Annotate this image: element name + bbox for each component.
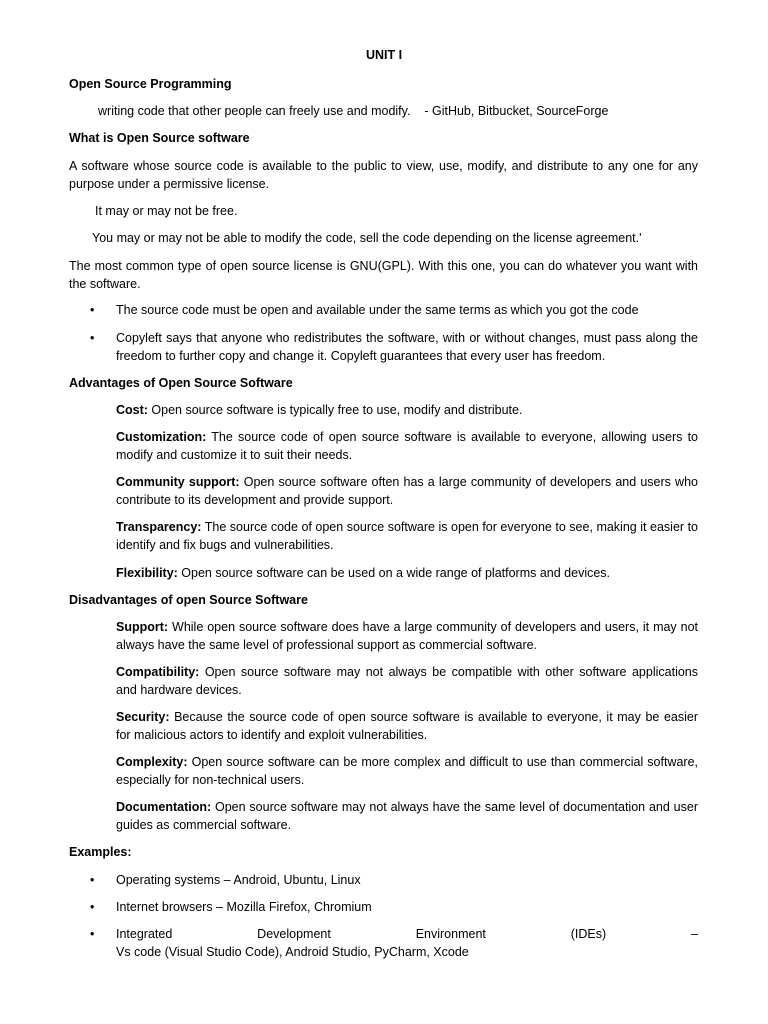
advantage-term: Community support: (116, 475, 240, 489)
advantage-text: Open source software can be used on a wide range of platforms and devices. (177, 566, 611, 580)
advantage-item (116, 565, 698, 583)
disadvantage-text: Open source software may not always have the same level of documentation and user guides as commercial software. (116, 800, 698, 832)
disadvantage-item (116, 619, 698, 654)
example-item-ide-line2: Vs code (Visual Studio Code), Android Studio, PyCharm, Xcode (116, 945, 469, 959)
disadvantage-term: Security: (116, 710, 170, 724)
advantage-term: Customization: (116, 430, 207, 444)
disadvantage-term: Complexity: (116, 755, 188, 769)
disadvantage-item (116, 754, 698, 789)
advantage-item (116, 429, 698, 464)
gpl-bullet-item: Copyleft says that anyone who redistributes the software, with or without changes, must pass along the freedom to further copy and change it. Copyleft guarantees that every user has freedom. (116, 331, 698, 363)
writing-code-line: writing code that other people can freely use and modify. - GitHub, Bitbucket, SourceForge (98, 104, 609, 118)
bullet-marker: • (90, 927, 95, 941)
bullet-marker: • (90, 331, 95, 345)
license-paragraph: The most common type of open source license is GNU(GPL). With this one, you can do whatever you want with the software. (69, 259, 698, 291)
disadvantage-text: Open source software can be more complex and difficult to use than commercial software, especially for non-technical users. (116, 755, 698, 787)
disadvantage-term: Support: (116, 620, 169, 634)
advantage-term: Transparency: (116, 520, 202, 534)
heading-examples: Examples: (69, 845, 132, 859)
gpl-bullet-item: The source code must be open and available under the same terms as which you got the code (116, 303, 639, 317)
free-paragraph: It may or may not be free. (95, 204, 238, 218)
heading-advantages: Advantages of Open Source Software (69, 376, 293, 390)
unit-title: UNIT I (365, 48, 403, 62)
modify-paragraph: You may or may not be able to modify the code, sell the code depending on the license agreement.' (92, 231, 642, 245)
bullet-marker: • (90, 303, 95, 317)
advantage-text: Open source software is typically free to use, modify and distribute. (147, 403, 523, 417)
disadvantage-term: Documentation: (116, 800, 212, 814)
advantage-term: Flexibility: (116, 566, 178, 580)
heading-what-is-open-source: What is Open Source software (69, 131, 250, 145)
advantage-text: The source code of open source software is open for everyone to see, making it easier to identify and fix bugs and vulnerabilities. (116, 520, 698, 552)
bullet-marker: • (90, 873, 95, 887)
heading-disadvantages: Disadvantages of open Source Software (69, 593, 308, 607)
disadvantage-item (116, 664, 698, 699)
advantage-term: Cost: (116, 403, 148, 417)
advantage-text: Open source software often has a large community of developers and users who contribute to its development and provide support. (116, 475, 698, 507)
example-item-ide-line1: Integrated Development Environment (IDEs) – (116, 927, 698, 941)
disadvantage-text: Open source software may not always be compatible with other software applications and hardware devices. (116, 665, 698, 697)
advantage-item (116, 402, 698, 420)
disadvantage-term: Compatibility: (116, 665, 200, 679)
example-item: Operating systems – Android, Ubuntu, Linux (116, 873, 361, 887)
disadvantage-text: Because the source code of open source software is available to everyone, it may be easier for malicious actors to identify and exploit vulnerabilities. (116, 710, 698, 742)
example-item: Internet browsers – Mozilla Firefox, Chromium (116, 900, 372, 914)
disadvantage-item (116, 799, 698, 834)
advantage-item (116, 519, 698, 554)
definition-paragraph: A software whose source code is available to the public to view, use, modify, and distribute to any one for any purpose under a permissive license. (69, 159, 698, 191)
disadvantage-text: While open source software does have a large community of developers and users, it may not always have the same level of professional support as commercial software. (116, 620, 698, 652)
advantage-item (116, 474, 698, 509)
disadvantage-item (116, 709, 698, 744)
bullet-marker: • (90, 900, 95, 914)
heading-open-source-programming: Open Source Programming (69, 77, 232, 91)
advantage-text: The source code of open source software is available to everyone, allowing users to modify and customize it to suit their needs. (116, 430, 698, 462)
